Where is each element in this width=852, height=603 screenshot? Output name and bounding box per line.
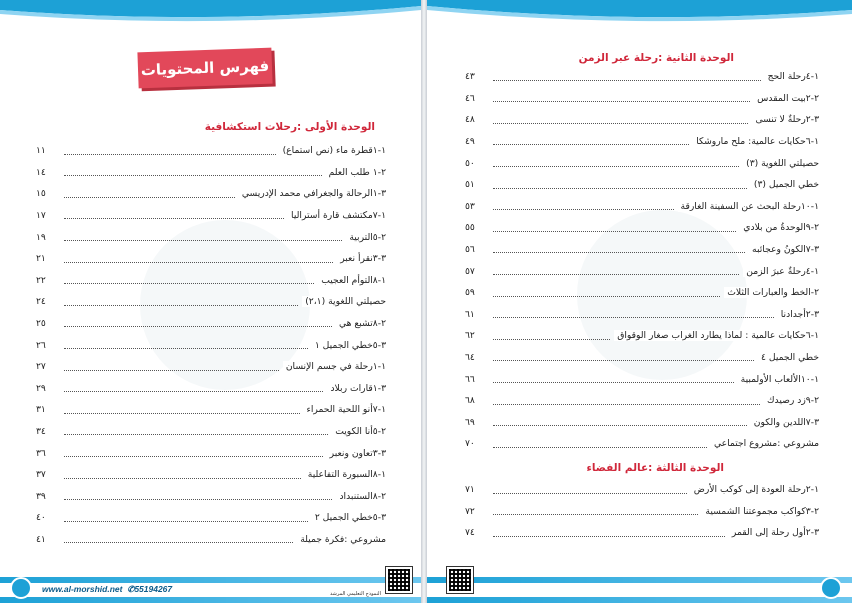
toc-entry[interactable] [465,325,819,347]
toc-leader-dots [64,326,332,327]
toc-leader-dots [64,154,276,155]
footer-band-right [427,577,852,603]
toc-leader-dots [493,296,720,297]
top-wave-decoration-right [427,0,852,30]
toc-entry-page: ٢٦ [36,339,46,351]
toc-entry[interactable] [465,522,819,544]
toc-entry-title: ٢-٥أنا الكويت [332,426,386,437]
toc-entry-page: ١٩ [36,231,46,243]
toc-entry[interactable] [465,304,819,326]
toc-entry-page: ٧٤ [465,527,475,539]
toc-entry[interactable] [465,131,819,153]
footer-url-text: www.al-morshid.net [42,584,123,594]
toc-entry[interactable] [465,174,819,196]
toc-entry-page: ٢٧ [36,361,46,373]
toc-banner [137,48,272,89]
toc-list-unit-1 [36,140,386,550]
toc-entry-page: ٦٩ [465,416,475,428]
toc-entry-title: ١-٧مكتشف قارة أستراليا [288,210,386,221]
toc-leader-dots [493,144,689,145]
toc-entry-title: ٣-٧الكونُ وعجائبه [749,244,819,255]
toc-entry-title: ٢-٩الوحدةُ من بلادي [740,222,819,233]
toc-entry[interactable] [36,399,386,421]
page-number-badge-left [10,577,32,599]
toc-entry[interactable] [36,507,386,529]
toc-entry-title: ١-٦حكايات عالمية : لماذا يطارد الغراب صغار الوقواق [614,330,819,341]
toc-leader-dots [493,188,747,189]
toc-entry-title: ٣-٧اللدين والكون [751,417,819,428]
toc-entry[interactable] [36,226,386,248]
toc-entry-page: ٧٢ [465,505,475,517]
toc-entry[interactable] [36,378,386,400]
toc-entry[interactable] [36,270,386,292]
toc-entry-title: ٣-٣تعاون ونعبر [327,448,386,459]
toc-entry-page: ٣٤ [36,426,46,438]
toc-entry-title: مشروعي :مشروع اجتماعي [711,438,819,449]
toc-entry[interactable] [36,486,386,508]
toc-leader-dots [493,493,687,494]
toc-entry-page: ٤٩ [465,136,475,148]
toc-entry-title: ٢-٣كواكب مجموعتنا الشمسية [702,506,819,517]
toc-leader-dots [493,166,739,167]
toc-entry-page: ١٥ [36,188,46,200]
phone-icon: ✆ [127,584,135,594]
toc-leader-dots [493,382,734,383]
toc-entry-page: ٣٩ [36,490,46,502]
toc-leader-dots [64,413,300,414]
toc-entry-page: ٤٠ [36,512,46,524]
toc-entry-page: ٣١ [36,404,46,416]
toc-entry-page: ٢٥ [36,318,46,330]
toc-entry[interactable] [465,412,819,434]
unit-heading-2: الوحدة الثانية :رحلة عبر الزمن [578,52,734,64]
footer-website[interactable] [42,584,172,595]
toc-entry-page: ٤٨ [465,114,475,126]
toc-entry-title: ٣-٥خطي الجميل ١ [312,340,386,351]
toc-leader-dots [64,456,323,457]
toc-entry[interactable] [36,529,386,551]
toc-entry-title: خطي الجميل (٣) [751,179,819,190]
toc-leader-dots [64,478,301,479]
toc-entry-title: خطي الجميل ٤ [758,352,819,363]
toc-entry-page: ٢٢ [36,274,46,286]
toc-entry[interactable] [36,421,386,443]
toc-entry-title: ١-١قطرة ماء (نص استماع) [280,145,386,156]
toc-entry-page: ١٤ [36,166,46,178]
toc-entry-title: مشروعي :فكرة جميلة [297,534,386,545]
toc-leader-dots [493,101,750,102]
toc-entry-page: ٦١ [465,308,475,320]
toc-leader-dots [493,360,754,361]
toc-entry-title: ٢-الخط والعبارات الثلاث [724,287,819,298]
toc-entry-title: ٢-١ طلب العلم [326,167,386,178]
page-number-badge-right [820,577,842,599]
toc-entry-title: ٢-٩زد رصيدك [764,395,819,406]
toc-entry[interactable] [465,196,819,218]
toc-leader-dots [493,209,674,210]
toc-entry-page: ٤٦ [465,92,475,104]
toc-entry[interactable] [36,334,386,356]
toc-entry-title: ١-١٠الألعاب الأولمبية [738,374,819,385]
toc-entry[interactable] [36,313,386,335]
toc-leader-dots [64,240,342,241]
toc-entry-title: ١-٨التوأم العجيب [318,275,386,286]
toc-entry-title: ٣-٥خطي الجميل ٢ [312,512,386,523]
toc-leader-dots [493,447,707,448]
toc-entry-title: ١-١رحلة في جسم الإنسان [283,361,386,372]
toc-entry-title: ١-٤رحلةٌ عبرَ الزمن [743,266,819,277]
toc-entry[interactable] [465,347,819,369]
toc-entry-page: ٥٥ [465,222,475,234]
toc-entry-page: ١٧ [36,210,46,222]
toc-entry[interactable] [36,183,386,205]
toc-entry-title: ١-٨السبورة التفاعلية [305,469,386,480]
toc-entry[interactable] [36,205,386,227]
toc-entry[interactable] [36,442,386,464]
toc-leader-dots [493,252,745,253]
toc-entry-page: ٢٤ [36,296,46,308]
toc-entry-page: ٦٦ [465,373,475,385]
toc-entry-title: ١-٢رحلة العودة إلى كوكب الأرض [691,484,819,495]
toc-title: فهرس المحتويات [140,56,270,80]
toc-leader-dots [493,536,725,537]
toc-entry-page: ٤٣ [465,71,475,83]
toc-entry-title: ٣-٢أول رحلة إلى القمر [729,527,819,538]
toc-entry-page: ٦٢ [465,330,475,342]
toc-entry-title: ٢-٥التربية [346,232,386,243]
toc-entry[interactable] [465,479,819,501]
toc-entry-page: ٢٩ [36,382,46,394]
toc-entry-page: ٥٣ [465,200,475,212]
toc-entry-title: ٢-٨الستنبداد [336,491,386,502]
footer-band-inner-right [427,583,852,597]
toc-entry-page: ٦٤ [465,352,475,364]
toc-entry-title: ٢-٨تشبع هي [336,318,386,329]
toc-entry-page: ٤١ [36,533,46,545]
toc-entry-page: ٧٠ [465,438,475,450]
toc-entry[interactable] [465,368,819,390]
toc-entry[interactable] [465,260,819,282]
toc-leader-dots [64,197,235,198]
unit-heading-1: الوحدة الأولى :رحلات استكشافية [204,121,375,133]
toc-entry-title: ١-٤رحلة الحج [765,71,819,82]
toc-entry[interactable] [36,140,386,162]
toc-entry[interactable] [465,239,819,261]
toc-entry-title: ٣-٢أجدادنا [778,309,819,320]
qr-code-right[interactable] [447,567,473,593]
qr-label: النموذج التعليمي المرشد [330,591,381,597]
toc-entry[interactable] [36,291,386,313]
toc-leader-dots [493,274,739,275]
toc-entry-page: ٦٨ [465,395,475,407]
toc-leader-dots [493,514,698,515]
toc-entry-title: ٣-٣نقرأ نعبر [337,253,386,264]
toc-leader-dots [64,391,323,392]
top-wave-decoration [0,0,421,30]
toc-entry[interactable] [36,248,386,270]
toc-leader-dots [493,231,736,232]
toc-entry-page: ٢١ [36,253,46,265]
toc-entry[interactable] [36,356,386,378]
toc-entry-title: حصيلتي اللغوية (٢،١) [302,296,386,307]
toc-leader-dots [64,175,322,176]
toc-leader-dots [64,434,328,435]
toc-entry-title: ١-١٠رحلة البحث عن السفينة الغارقة [678,201,819,212]
right-page [427,0,852,603]
toc-entry-page: ٣٧ [36,469,46,481]
toc-entry-title: حصيلتي اللغوية (٣) [743,158,819,169]
toc-list-unit-3 [465,479,819,544]
toc-entry-page: ٥١ [465,179,475,191]
toc-entry-page: ٥٠ [465,157,475,169]
toc-entry[interactable] [465,390,819,412]
toc-leader-dots [64,521,308,522]
toc-leader-dots [493,317,774,318]
toc-entry-title: ٢-٢بيت المقدس [754,93,819,104]
toc-entry-page: ٥٧ [465,265,475,277]
toc-leader-dots [493,404,760,405]
qr-code-left[interactable] [386,567,412,593]
toc-entry[interactable] [465,88,819,110]
toc-entry[interactable] [465,217,819,239]
toc-leader-dots [493,425,747,426]
toc-leader-dots [64,370,279,371]
toc-leader-dots [64,305,298,306]
toc-entry-title: ٣-١قارات ربلاد [327,383,386,394]
toc-entry[interactable] [36,162,386,184]
toc-leader-dots [493,339,610,340]
toc-entry[interactable] [465,66,819,88]
toc-leader-dots [64,348,308,349]
toc-entry-title: ١-٦حكايات عالمية: ملح ماروشكا [693,136,819,147]
toc-entry[interactable] [465,152,819,174]
toc-leader-dots [64,542,293,543]
toc-entry-page: ٣٦ [36,447,46,459]
toc-entry[interactable] [465,109,819,131]
toc-entry[interactable] [465,501,819,523]
toc-leader-dots [64,262,333,263]
toc-entry-title: ٣-١الرحالة والجغرافي محمد الإدريسي [239,188,386,199]
toc-entry[interactable] [465,282,819,304]
toc-entry-page: ١١ [36,145,46,157]
toc-leader-dots [493,123,748,124]
toc-leader-dots [64,283,314,284]
toc-entry[interactable] [465,433,819,455]
toc-entry-page: ٧١ [465,484,475,496]
toc-entry-page: ٥٦ [465,244,475,256]
toc-entry[interactable] [36,464,386,486]
toc-entry-title: ٣-٢رحلةٌ لا تنسى [752,114,819,125]
toc-entry-page: ٥٩ [465,287,475,299]
toc-leader-dots [64,499,332,500]
left-page [0,0,421,603]
toc-list-unit-2 [465,66,819,455]
toc-leader-dots [64,218,284,219]
toc-entry-title: ١-٧أنو اللحية الحمراء [304,404,386,415]
footer-phone: 55194267 [134,584,173,594]
toc-leader-dots [493,80,761,81]
unit-heading-3: الوحدة الثالثة :عالم الفضاء [586,462,724,474]
